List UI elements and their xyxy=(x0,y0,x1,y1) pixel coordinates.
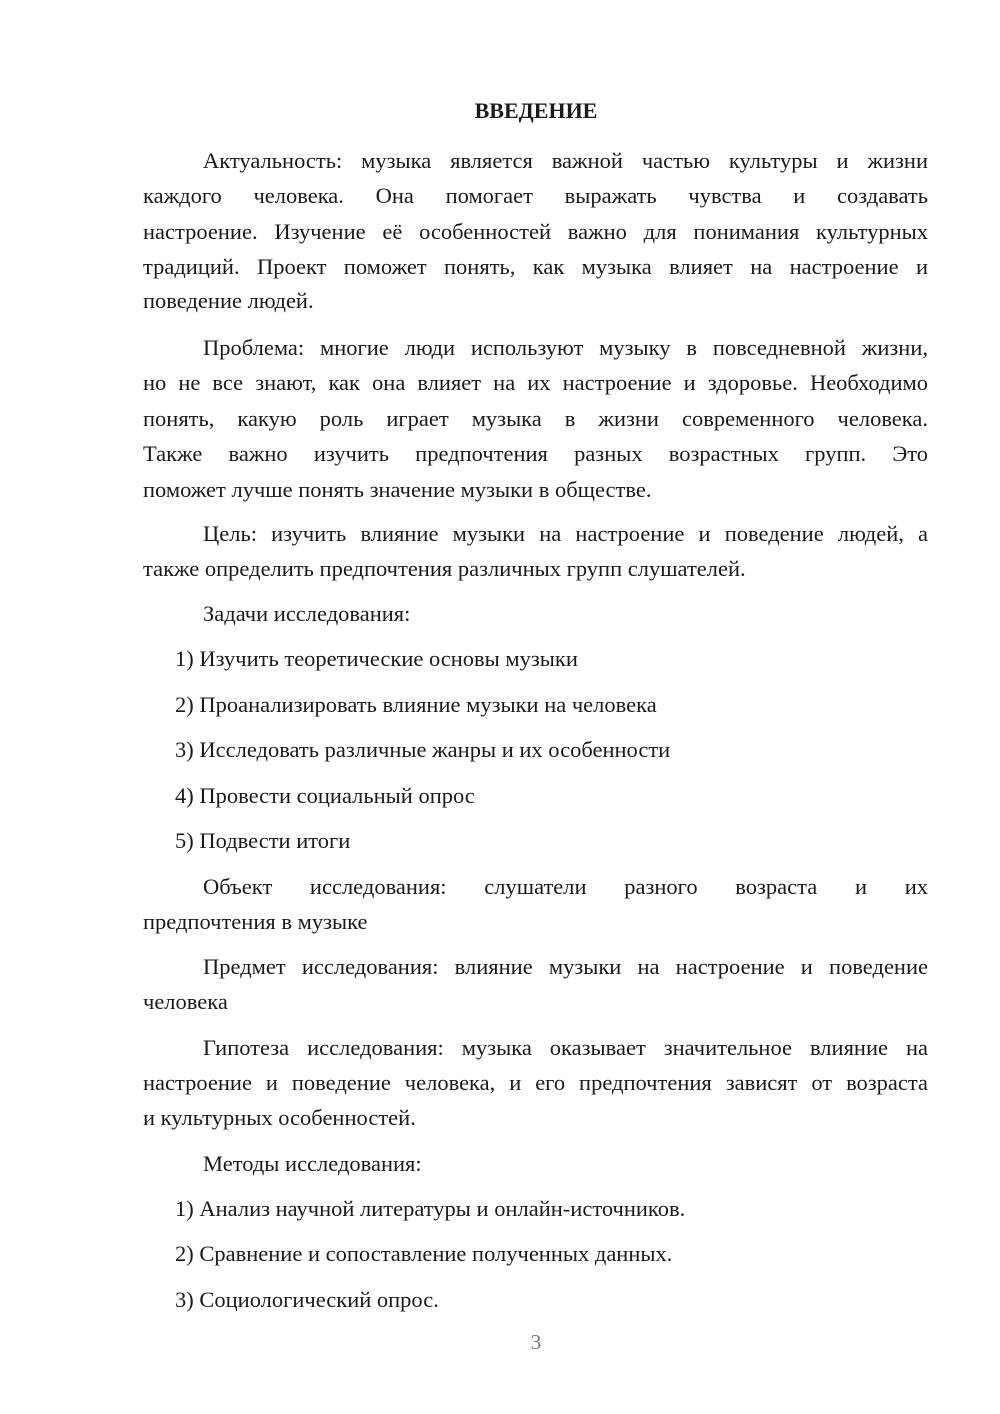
text-line: Объект исследования: слушатели разного возраста и их xyxy=(203,874,928,899)
list-item: 1) Изучить теоретические основы музыки xyxy=(175,646,578,671)
text-line: Также важно изучить предпочтения разных возрастных групп. Это xyxy=(143,441,928,466)
text-line: также определить предпочтения различных групп слушателей. xyxy=(143,556,746,581)
text-line: Предмет исследования: влияние музыки на настроение и поведение xyxy=(203,954,928,979)
text-line: каждого человека. Она помогает выражать чувства и создавать xyxy=(143,183,928,208)
text-line: Цель: изучить влияние музыки на настроение и поведение людей, а xyxy=(203,521,928,546)
list-item: 2) Проанализировать влияние музыки на человека xyxy=(175,692,657,717)
text-line: человека xyxy=(143,989,228,1014)
text-line: понять, какую роль играет музыка в жизни современного человека. xyxy=(143,406,928,431)
text-line: предпочтения в музыке xyxy=(143,909,368,934)
list-item: 3) Исследовать различные жанры и их особенности xyxy=(175,737,671,762)
list-item: 1) Анализ научной литературы и онлайн-источников. xyxy=(175,1196,686,1221)
list-item: 2) Сравнение и сопоставление полученных данных. xyxy=(175,1241,673,1266)
text-line: настроение. Изучение её особенностей важно для понимания культурных xyxy=(143,219,928,244)
text-line: Актуальность: музыка является важной частью культуры и жизни xyxy=(203,148,928,173)
list-item: 3) Социологический опрос. xyxy=(175,1287,439,1312)
text-line: и культурных особенностей. xyxy=(143,1105,416,1130)
list-item: 5) Подвести итоги xyxy=(175,828,351,853)
text-line: поможет лучше понять значение музыки в обществе. xyxy=(143,477,652,502)
text-line: Гипотеза исследования: музыка оказывает значительное влияние на xyxy=(203,1035,928,1060)
list-item: 4) Провести социальный опрос xyxy=(175,783,475,808)
text-line: поведение людей. xyxy=(143,288,314,313)
section-title: ВВЕДЕНИЕ xyxy=(474,98,598,123)
text-line: но не все знают, как она влияет на их настроение и здоровье. Необходимо xyxy=(143,370,928,395)
text-line: настроение и поведение человека, и его предпочтения зависят от возраста xyxy=(143,1070,928,1095)
text-line: традиций. Проект поможет понять, как музыка влияет на настроение и xyxy=(143,254,928,279)
tasks-heading: Задачи исследования: xyxy=(203,601,411,626)
methods-heading: Методы исследования: xyxy=(203,1151,422,1176)
text-line: Проблема: многие люди используют музыку в повседневной жизни, xyxy=(203,335,928,360)
page-number: 3 xyxy=(530,1330,542,1354)
